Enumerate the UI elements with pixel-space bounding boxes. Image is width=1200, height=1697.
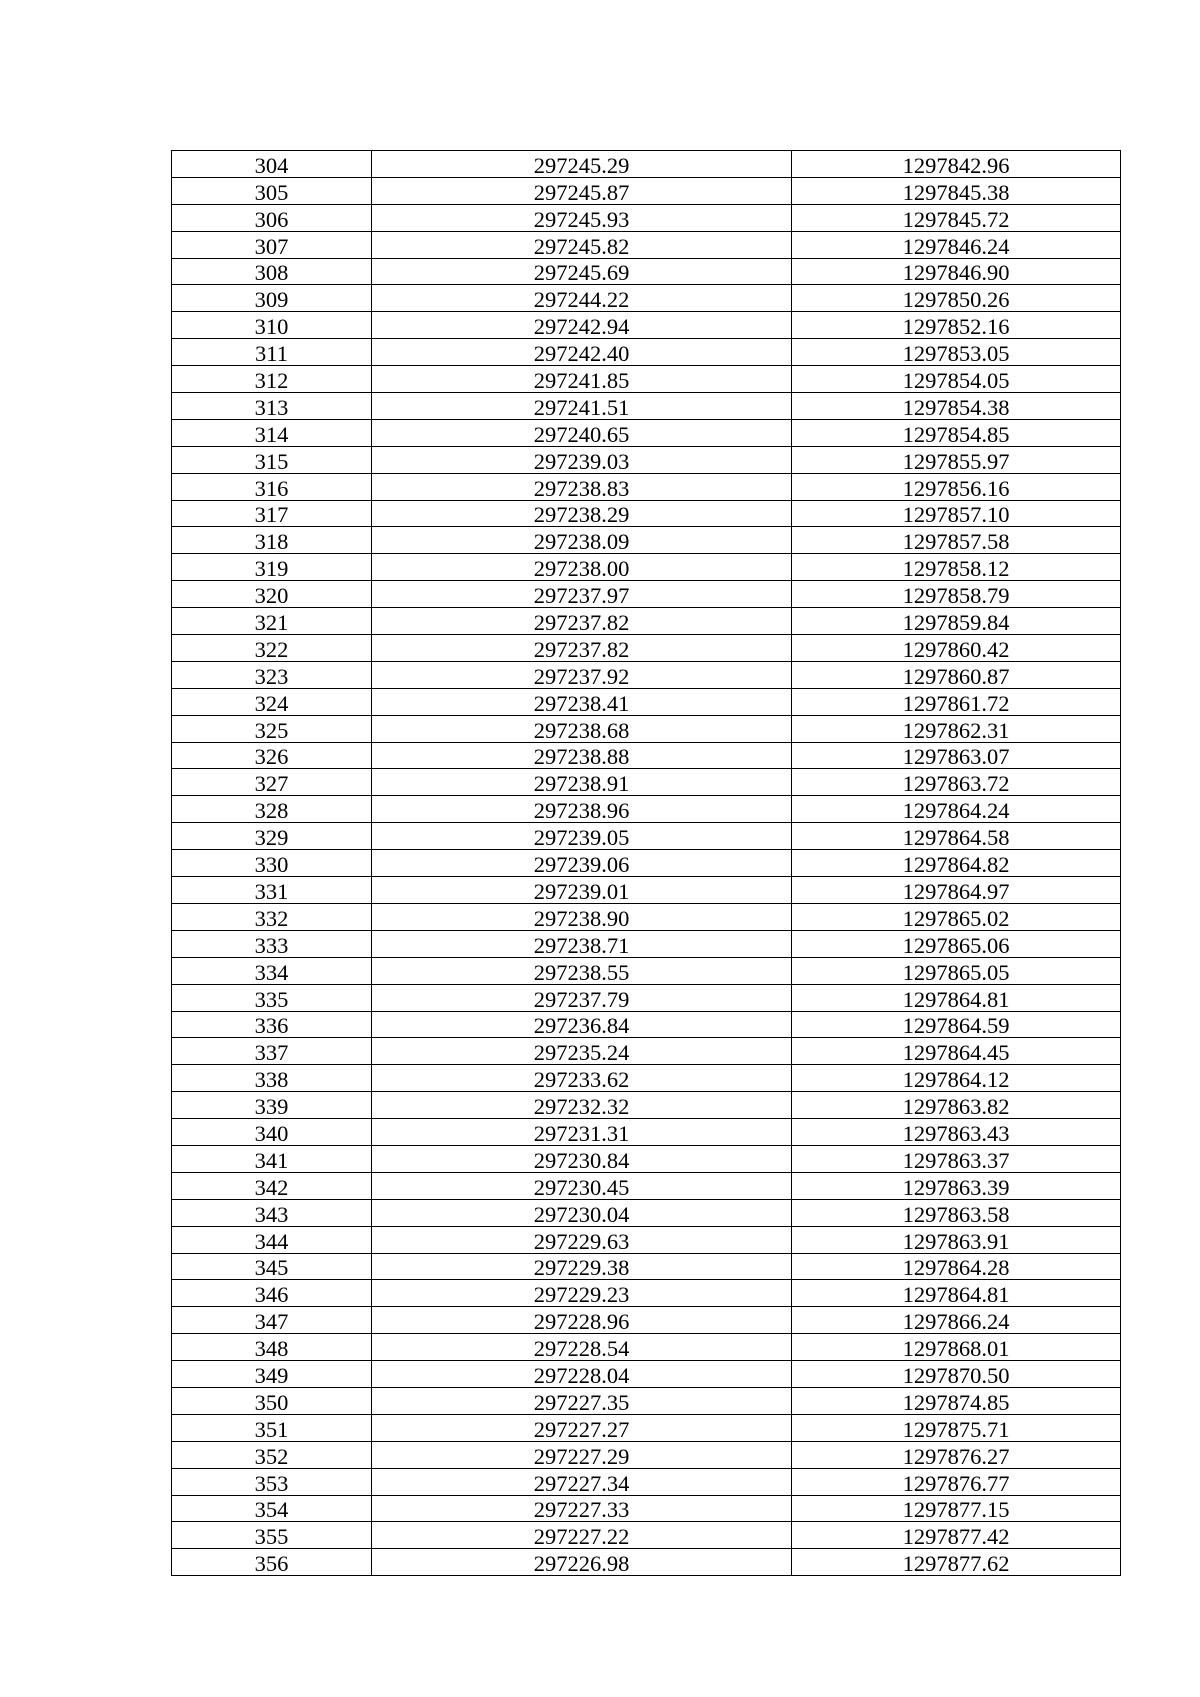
point-number-cell: 330 bbox=[172, 850, 372, 877]
y-coordinate-cell: 1297864.59 bbox=[792, 1011, 1121, 1038]
table-row bbox=[172, 1307, 1121, 1334]
table-row bbox=[172, 769, 1121, 796]
y-coordinate-cell: 1297846.90 bbox=[792, 258, 1121, 285]
table-row bbox=[172, 903, 1121, 930]
point-number-cell: 304 bbox=[172, 151, 372, 178]
x-coordinate-cell: 297239.05 bbox=[372, 823, 792, 850]
x-coordinate-cell: 297239.03 bbox=[372, 446, 792, 473]
point-number-cell: 326 bbox=[172, 742, 372, 769]
point-number-cell: 309 bbox=[172, 285, 372, 312]
table-row bbox=[172, 366, 1121, 393]
point-number-cell: 343 bbox=[172, 1199, 372, 1226]
point-number-cell: 312 bbox=[172, 366, 372, 393]
point-number-cell: 335 bbox=[172, 984, 372, 1011]
y-coordinate-cell: 1297845.72 bbox=[792, 204, 1121, 231]
x-coordinate-cell: 297238.41 bbox=[372, 688, 792, 715]
point-number-cell: 341 bbox=[172, 1145, 372, 1172]
x-coordinate-cell: 297226.98 bbox=[372, 1549, 792, 1576]
y-coordinate-cell: 1297864.97 bbox=[792, 877, 1121, 904]
y-coordinate-cell: 1297860.42 bbox=[792, 635, 1121, 662]
point-number-cell: 340 bbox=[172, 1119, 372, 1146]
point-number-cell: 333 bbox=[172, 930, 372, 957]
table-row bbox=[172, 1253, 1121, 1280]
point-number-cell: 350 bbox=[172, 1387, 372, 1414]
table-row bbox=[172, 1468, 1121, 1495]
x-coordinate-cell: 297238.88 bbox=[372, 742, 792, 769]
table-row bbox=[172, 285, 1121, 312]
point-number-cell: 315 bbox=[172, 446, 372, 473]
x-coordinate-cell: 297236.84 bbox=[372, 1011, 792, 1038]
y-coordinate-cell: 1297877.42 bbox=[792, 1522, 1121, 1549]
point-number-cell: 306 bbox=[172, 204, 372, 231]
table-row bbox=[172, 850, 1121, 877]
x-coordinate-cell: 297230.45 bbox=[372, 1172, 792, 1199]
table-row bbox=[172, 177, 1121, 204]
table-row bbox=[172, 877, 1121, 904]
table-row bbox=[172, 715, 1121, 742]
point-number-cell: 320 bbox=[172, 581, 372, 608]
point-number-cell: 346 bbox=[172, 1280, 372, 1307]
y-coordinate-cell: 1297864.24 bbox=[792, 796, 1121, 823]
table-row bbox=[172, 473, 1121, 500]
point-number-cell: 308 bbox=[172, 258, 372, 285]
y-coordinate-cell: 1297863.72 bbox=[792, 769, 1121, 796]
table-row bbox=[172, 1011, 1121, 1038]
table-row bbox=[172, 742, 1121, 769]
x-coordinate-cell: 297227.27 bbox=[372, 1414, 792, 1441]
table-row bbox=[172, 419, 1121, 446]
y-coordinate-cell: 1297863.43 bbox=[792, 1119, 1121, 1146]
point-number-cell: 313 bbox=[172, 393, 372, 420]
x-coordinate-cell: 297245.93 bbox=[372, 204, 792, 231]
table-row bbox=[172, 393, 1121, 420]
table-row bbox=[172, 1361, 1121, 1388]
point-number-cell: 352 bbox=[172, 1441, 372, 1468]
x-coordinate-cell: 297227.34 bbox=[372, 1468, 792, 1495]
x-coordinate-cell: 297227.35 bbox=[372, 1387, 792, 1414]
table-row bbox=[172, 554, 1121, 581]
table-row bbox=[172, 258, 1121, 285]
point-number-cell: 336 bbox=[172, 1011, 372, 1038]
x-coordinate-cell: 297228.96 bbox=[372, 1307, 792, 1334]
table-row bbox=[172, 1065, 1121, 1092]
y-coordinate-cell: 1297854.05 bbox=[792, 366, 1121, 393]
point-number-cell: 317 bbox=[172, 500, 372, 527]
x-coordinate-cell: 297228.04 bbox=[372, 1361, 792, 1388]
x-coordinate-cell: 297230.04 bbox=[372, 1199, 792, 1226]
table-row bbox=[172, 796, 1121, 823]
y-coordinate-cell: 1297856.16 bbox=[792, 473, 1121, 500]
point-number-cell: 355 bbox=[172, 1522, 372, 1549]
point-number-cell: 321 bbox=[172, 608, 372, 635]
y-coordinate-cell: 1297861.72 bbox=[792, 688, 1121, 715]
table-row bbox=[172, 957, 1121, 984]
y-coordinate-cell: 1297864.28 bbox=[792, 1253, 1121, 1280]
coordinates-table bbox=[171, 150, 1121, 1576]
table-row bbox=[172, 1441, 1121, 1468]
y-coordinate-cell: 1297863.07 bbox=[792, 742, 1121, 769]
y-coordinate-cell: 1297842.96 bbox=[792, 151, 1121, 178]
x-coordinate-cell: 297230.84 bbox=[372, 1145, 792, 1172]
x-coordinate-cell: 297240.65 bbox=[372, 419, 792, 446]
table-row bbox=[172, 1549, 1121, 1576]
point-number-cell: 353 bbox=[172, 1468, 372, 1495]
x-coordinate-cell: 297232.32 bbox=[372, 1092, 792, 1119]
y-coordinate-cell: 1297854.38 bbox=[792, 393, 1121, 420]
x-coordinate-cell: 297227.33 bbox=[372, 1495, 792, 1522]
x-coordinate-cell: 297229.23 bbox=[372, 1280, 792, 1307]
y-coordinate-cell: 1297845.38 bbox=[792, 177, 1121, 204]
table-row bbox=[172, 151, 1121, 178]
x-coordinate-cell: 297245.87 bbox=[372, 177, 792, 204]
y-coordinate-cell: 1297864.81 bbox=[792, 984, 1121, 1011]
x-coordinate-cell: 297237.82 bbox=[372, 608, 792, 635]
y-coordinate-cell: 1297859.84 bbox=[792, 608, 1121, 635]
y-coordinate-cell: 1297857.58 bbox=[792, 527, 1121, 554]
y-coordinate-cell: 1297865.02 bbox=[792, 903, 1121, 930]
point-number-cell: 331 bbox=[172, 877, 372, 904]
point-number-cell: 344 bbox=[172, 1226, 372, 1253]
x-coordinate-cell: 297235.24 bbox=[372, 1038, 792, 1065]
point-number-cell: 349 bbox=[172, 1361, 372, 1388]
point-number-cell: 322 bbox=[172, 635, 372, 662]
x-coordinate-cell: 297239.06 bbox=[372, 850, 792, 877]
x-coordinate-cell: 297231.31 bbox=[372, 1119, 792, 1146]
table-row bbox=[172, 984, 1121, 1011]
point-number-cell: 354 bbox=[172, 1495, 372, 1522]
point-number-cell: 342 bbox=[172, 1172, 372, 1199]
table-row bbox=[172, 1387, 1121, 1414]
point-number-cell: 348 bbox=[172, 1334, 372, 1361]
y-coordinate-cell: 1297862.31 bbox=[792, 715, 1121, 742]
x-coordinate-cell: 297238.71 bbox=[372, 930, 792, 957]
x-coordinate-cell: 297238.91 bbox=[372, 769, 792, 796]
coordinates-table-body bbox=[172, 151, 1121, 1576]
point-number-cell: 310 bbox=[172, 312, 372, 339]
y-coordinate-cell: 1297863.91 bbox=[792, 1226, 1121, 1253]
y-coordinate-cell: 1297864.45 bbox=[792, 1038, 1121, 1065]
table-row bbox=[172, 688, 1121, 715]
table-row bbox=[172, 1145, 1121, 1172]
x-coordinate-cell: 297245.69 bbox=[372, 258, 792, 285]
point-number-cell: 314 bbox=[172, 419, 372, 446]
y-coordinate-cell: 1297863.82 bbox=[792, 1092, 1121, 1119]
y-coordinate-cell: 1297864.81 bbox=[792, 1280, 1121, 1307]
x-coordinate-cell: 297237.92 bbox=[372, 661, 792, 688]
y-coordinate-cell: 1297868.01 bbox=[792, 1334, 1121, 1361]
y-coordinate-cell: 1297853.05 bbox=[792, 339, 1121, 366]
x-coordinate-cell: 297242.94 bbox=[372, 312, 792, 339]
table-row bbox=[172, 1172, 1121, 1199]
x-coordinate-cell: 297238.68 bbox=[372, 715, 792, 742]
table-row bbox=[172, 500, 1121, 527]
y-coordinate-cell: 1297877.62 bbox=[792, 1549, 1121, 1576]
x-coordinate-cell: 297238.09 bbox=[372, 527, 792, 554]
point-number-cell: 329 bbox=[172, 823, 372, 850]
y-coordinate-cell: 1297877.15 bbox=[792, 1495, 1121, 1522]
x-coordinate-cell: 297237.79 bbox=[372, 984, 792, 1011]
point-number-cell: 338 bbox=[172, 1065, 372, 1092]
table-row bbox=[172, 1280, 1121, 1307]
table-row bbox=[172, 1226, 1121, 1253]
x-coordinate-cell: 297227.22 bbox=[372, 1522, 792, 1549]
table-row bbox=[172, 527, 1121, 554]
point-number-cell: 324 bbox=[172, 688, 372, 715]
x-coordinate-cell: 297244.22 bbox=[372, 285, 792, 312]
table-row bbox=[172, 581, 1121, 608]
table-row bbox=[172, 635, 1121, 662]
x-coordinate-cell: 297245.29 bbox=[372, 151, 792, 178]
y-coordinate-cell: 1297876.77 bbox=[792, 1468, 1121, 1495]
y-coordinate-cell: 1297846.24 bbox=[792, 231, 1121, 258]
point-number-cell: 307 bbox=[172, 231, 372, 258]
y-coordinate-cell: 1297850.26 bbox=[792, 285, 1121, 312]
x-coordinate-cell: 297241.85 bbox=[372, 366, 792, 393]
point-number-cell: 311 bbox=[172, 339, 372, 366]
y-coordinate-cell: 1297860.87 bbox=[792, 661, 1121, 688]
y-coordinate-cell: 1297866.24 bbox=[792, 1307, 1121, 1334]
y-coordinate-cell: 1297864.58 bbox=[792, 823, 1121, 850]
x-coordinate-cell: 297237.97 bbox=[372, 581, 792, 608]
x-coordinate-cell: 297241.51 bbox=[372, 393, 792, 420]
table-row bbox=[172, 1199, 1121, 1226]
x-coordinate-cell: 297245.82 bbox=[372, 231, 792, 258]
table-row bbox=[172, 823, 1121, 850]
table-row bbox=[172, 608, 1121, 635]
y-coordinate-cell: 1297857.10 bbox=[792, 500, 1121, 527]
y-coordinate-cell: 1297876.27 bbox=[792, 1441, 1121, 1468]
point-number-cell: 327 bbox=[172, 769, 372, 796]
y-coordinate-cell: 1297875.71 bbox=[792, 1414, 1121, 1441]
x-coordinate-cell: 297237.82 bbox=[372, 635, 792, 662]
x-coordinate-cell: 297228.54 bbox=[372, 1334, 792, 1361]
point-number-cell: 332 bbox=[172, 903, 372, 930]
table-row bbox=[172, 446, 1121, 473]
point-number-cell: 334 bbox=[172, 957, 372, 984]
y-coordinate-cell: 1297864.82 bbox=[792, 850, 1121, 877]
y-coordinate-cell: 1297863.58 bbox=[792, 1199, 1121, 1226]
point-number-cell: 323 bbox=[172, 661, 372, 688]
point-number-cell: 351 bbox=[172, 1414, 372, 1441]
point-number-cell: 319 bbox=[172, 554, 372, 581]
y-coordinate-cell: 1297852.16 bbox=[792, 312, 1121, 339]
table-row bbox=[172, 1038, 1121, 1065]
y-coordinate-cell: 1297858.12 bbox=[792, 554, 1121, 581]
table-row bbox=[172, 204, 1121, 231]
table-row bbox=[172, 1495, 1121, 1522]
y-coordinate-cell: 1297855.97 bbox=[792, 446, 1121, 473]
y-coordinate-cell: 1297863.39 bbox=[792, 1172, 1121, 1199]
table-row bbox=[172, 312, 1121, 339]
x-coordinate-cell: 297238.29 bbox=[372, 500, 792, 527]
x-coordinate-cell: 297229.63 bbox=[372, 1226, 792, 1253]
table-row bbox=[172, 339, 1121, 366]
point-number-cell: 356 bbox=[172, 1549, 372, 1576]
y-coordinate-cell: 1297864.12 bbox=[792, 1065, 1121, 1092]
table-row bbox=[172, 1334, 1121, 1361]
y-coordinate-cell: 1297870.50 bbox=[792, 1361, 1121, 1388]
y-coordinate-cell: 1297863.37 bbox=[792, 1145, 1121, 1172]
x-coordinate-cell: 297229.38 bbox=[372, 1253, 792, 1280]
x-coordinate-cell: 297238.00 bbox=[372, 554, 792, 581]
table-row bbox=[172, 1119, 1121, 1146]
point-number-cell: 345 bbox=[172, 1253, 372, 1280]
point-number-cell: 325 bbox=[172, 715, 372, 742]
y-coordinate-cell: 1297858.79 bbox=[792, 581, 1121, 608]
table-row bbox=[172, 661, 1121, 688]
point-number-cell: 316 bbox=[172, 473, 372, 500]
y-coordinate-cell: 1297874.85 bbox=[792, 1387, 1121, 1414]
y-coordinate-cell: 1297865.06 bbox=[792, 930, 1121, 957]
table-row bbox=[172, 1522, 1121, 1549]
table-row bbox=[172, 930, 1121, 957]
x-coordinate-cell: 297238.90 bbox=[372, 903, 792, 930]
x-coordinate-cell: 297242.40 bbox=[372, 339, 792, 366]
point-number-cell: 305 bbox=[172, 177, 372, 204]
y-coordinate-cell: 1297854.85 bbox=[792, 419, 1121, 446]
x-coordinate-cell: 297239.01 bbox=[372, 877, 792, 904]
point-number-cell: 318 bbox=[172, 527, 372, 554]
table-row bbox=[172, 1092, 1121, 1119]
table-row bbox=[172, 1414, 1121, 1441]
table-row bbox=[172, 231, 1121, 258]
point-number-cell: 339 bbox=[172, 1092, 372, 1119]
x-coordinate-cell: 297227.29 bbox=[372, 1441, 792, 1468]
x-coordinate-cell: 297233.62 bbox=[372, 1065, 792, 1092]
x-coordinate-cell: 297238.83 bbox=[372, 473, 792, 500]
y-coordinate-cell: 1297865.05 bbox=[792, 957, 1121, 984]
x-coordinate-cell: 297238.96 bbox=[372, 796, 792, 823]
point-number-cell: 337 bbox=[172, 1038, 372, 1065]
point-number-cell: 328 bbox=[172, 796, 372, 823]
x-coordinate-cell: 297238.55 bbox=[372, 957, 792, 984]
point-number-cell: 347 bbox=[172, 1307, 372, 1334]
